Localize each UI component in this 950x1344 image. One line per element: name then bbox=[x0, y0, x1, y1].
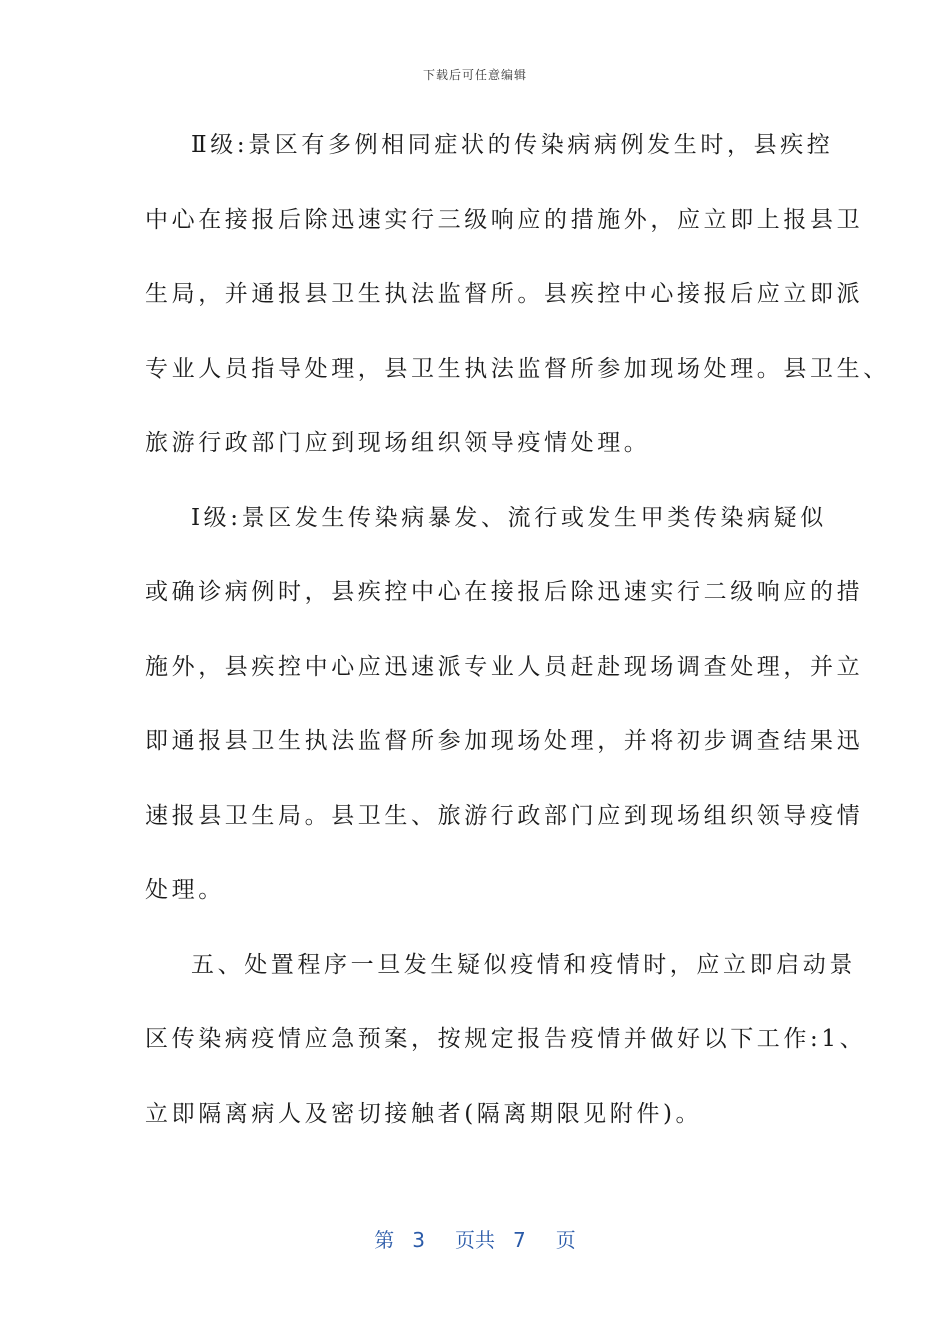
paragraph-line: 立即隔离病人及密切接触者(隔离期限见附件)。 bbox=[145, 1100, 703, 1127]
page-footer bbox=[0, 1224, 950, 1253]
paragraph-line: 即通报县卫生执法监督所参加现场处理，并将初步调查结果迅 bbox=[145, 728, 864, 754]
total-pages: 7 bbox=[513, 1228, 526, 1252]
document-body bbox=[145, 108, 890, 1151]
paragraph-line: 生局，并通报县卫生执法监督所。县疾控中心接报后应立即派 bbox=[145, 281, 864, 307]
page-label: 第 bbox=[374, 1228, 395, 1252]
paragraph-line: 处理。 bbox=[145, 877, 225, 903]
paragraph bbox=[145, 108, 890, 481]
paragraph-line: 专业人员指导处理，县卫生执法监督所参加现场处理。县卫生、 bbox=[145, 355, 890, 382]
page-header: 下载后可任意编辑 bbox=[422, 68, 527, 82]
paragraph bbox=[145, 481, 864, 928]
paragraph-line: Ⅱ级:景区有多例相同症状的传染病病例发生时，县疾控 bbox=[191, 132, 834, 158]
paragraph-line: Ⅰ级:景区发生传染病暴发、流行或发生甲类传染病疑似 bbox=[191, 504, 827, 531]
paragraph-line: 或确诊病例时，县疾控中心在接报后除迅速实行二级响应的措 bbox=[145, 579, 864, 605]
paragraph-line: 区传染病疫情应急预案，按规定报告疫情并做好以下工作:1、 bbox=[145, 1026, 867, 1052]
paragraph-line: 速报县卫生局。县卫生、旅游行政部门应到现场组织领导疫情 bbox=[145, 802, 864, 829]
page-number: 3 bbox=[412, 1228, 425, 1252]
paragraph bbox=[145, 928, 867, 1152]
paragraph-line: 旅游行政部门应到现场组织领导疫情处理。 bbox=[145, 430, 651, 456]
paragraph-line: 五、处置程序一旦发生疑似疫情和疫情时，应立即启动景 bbox=[191, 951, 856, 978]
paragraph-line: 施外，县疾控中心应迅速派专业人员赶赴现场调查处理，并立 bbox=[145, 653, 864, 680]
paragraph-line: 中心在接报后除迅速实行三级响应的措施外，应立即上报县卫 bbox=[145, 206, 864, 233]
page-suffix: 页 bbox=[555, 1228, 576, 1252]
of-label: 页共 bbox=[455, 1228, 495, 1252]
